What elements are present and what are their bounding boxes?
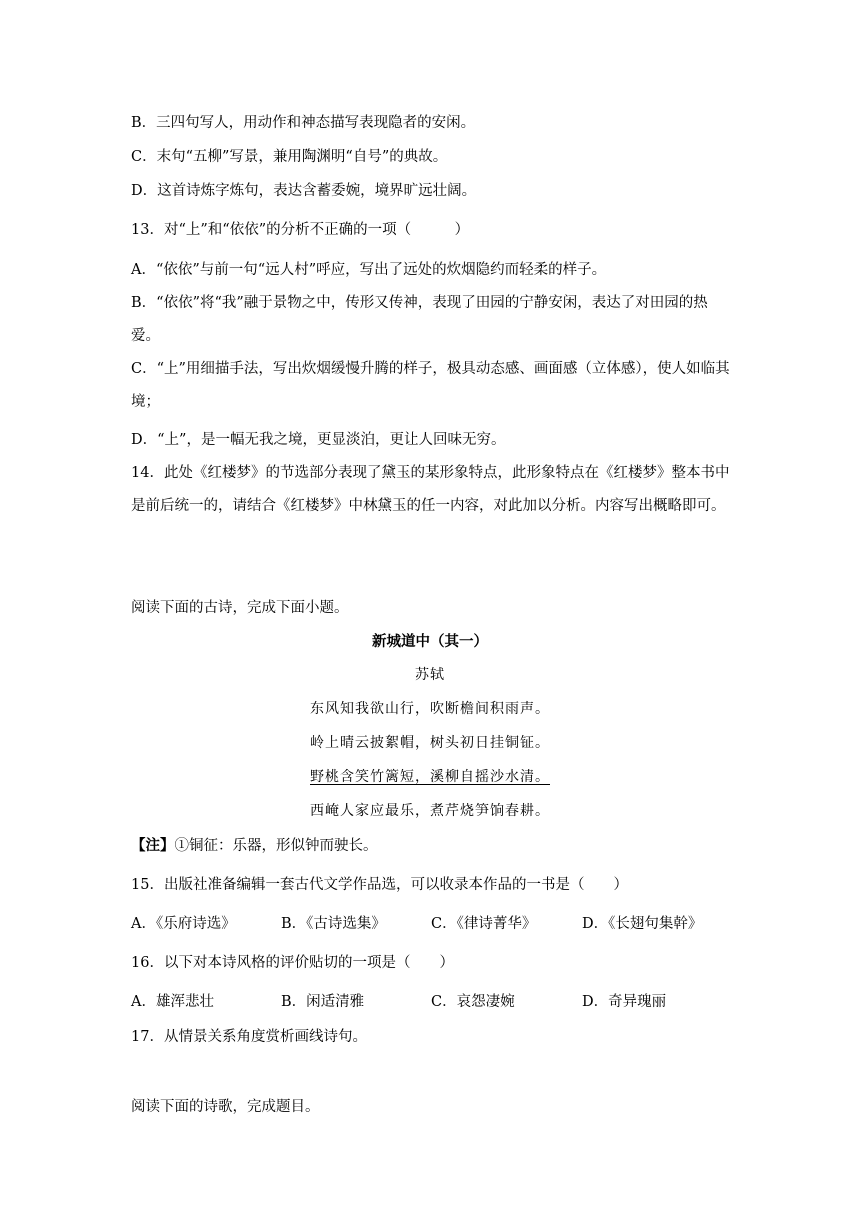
q12-option-d: D．这首诗炼字炼句，表达含蓄委婉，境界旷远壮阔。 [131, 183, 477, 199]
q16-option-d: D．奇异瑰丽 [582, 994, 667, 1010]
q12-option-c: C．末句“五柳”写景，兼用陶渊明“自号”的典故。 [131, 149, 448, 165]
note-label: 【注】 [131, 837, 175, 854]
q12-option-b: B．三四句写人，用动作和神态描写表现隐者的安闲。 [131, 115, 476, 131]
poem-note [131, 834, 378, 855]
q15-option-a: A．《乐府诗选》 [131, 916, 236, 932]
q15-option-c: C．《律诗菁华》 [431, 916, 537, 932]
q13-option-d: D．“上”，是一幅无我之境，更显淡泊，更让人回味无穷。 [131, 432, 506, 448]
q15-option-d: D．《长翅句集幹》 [582, 916, 703, 932]
poem-line-3-wrapper [0, 766, 860, 786]
q15-stem: 15．出版社准备编辑一套古代文学作品选，可以收录本作品的一书是（ ） [131, 877, 628, 893]
q16-option-c: C．哀怨凄婉 [431, 994, 515, 1010]
q17-stem: 17．从情景关系角度赏析画线诗句。 [131, 1029, 367, 1045]
q13-option-c: C．“上”用细描手法，写出炊烟缓慢升腾的样子，极具动态感、画面感（立体感），使人如临其境； [131, 361, 730, 410]
poem-line-4: 西崦人家应最乐，煮芹烧笋饷春耕。 [310, 803, 550, 819]
q16-option-b: B．闲适清雅 [281, 994, 365, 1010]
q15-option-b: B．《古诗选集》 [281, 916, 386, 932]
poem-line-2: 岭上晴云披絮帽，树头初日挂铜钲。 [310, 735, 550, 751]
q16-option-a: A．雄浑悲壮 [131, 994, 214, 1010]
q16-options [131, 990, 751, 1011]
q16-stem: 16．以下对本诗风格的评价贴切的一项是（ ） [131, 955, 454, 971]
poem-author: 苏轼 [415, 667, 445, 683]
q13-stem: 13．对“上”和“依依”的分析不正确的一项（ ） [131, 222, 470, 238]
q13-option-b: B．“依依”将“我”融于景物之中，传形又传神，表现了田园的宁静安闲，表达了对田园的热爱。 [131, 295, 708, 344]
poem-title: 新城道中（其一） [372, 633, 488, 650]
note-text: ①铜征：乐器，形似钟而驶长。 [174, 838, 378, 854]
section3-intro: 阅读下面的诗歌，完成题目。 [131, 1099, 320, 1115]
q14-stem: 14．此处《红楼梦》的节选部分表现了黛玉的某形象特点，此形象特点在《红楼梦》整本书中是前后统一的，请结合《红楼梦》中林黛玉的任一内容，对此加以分析。内容写出概略即可。 [131, 465, 730, 514]
section2-intro: 阅读下面的古诗，完成下面小题。 [131, 600, 349, 616]
q15-options [131, 912, 751, 933]
poem-line-1: 东风知我欲山行，吹断檐间积雨声。 [310, 701, 550, 717]
q13-option-a: A．“依依”与前一句“远人村”呼应，写出了远处的炊烟隐约而轻柔的样子。 [131, 262, 607, 278]
poem-line-3-underlined: 野桃含笑竹篱短，溪柳自摇沙水清。 [310, 769, 550, 785]
